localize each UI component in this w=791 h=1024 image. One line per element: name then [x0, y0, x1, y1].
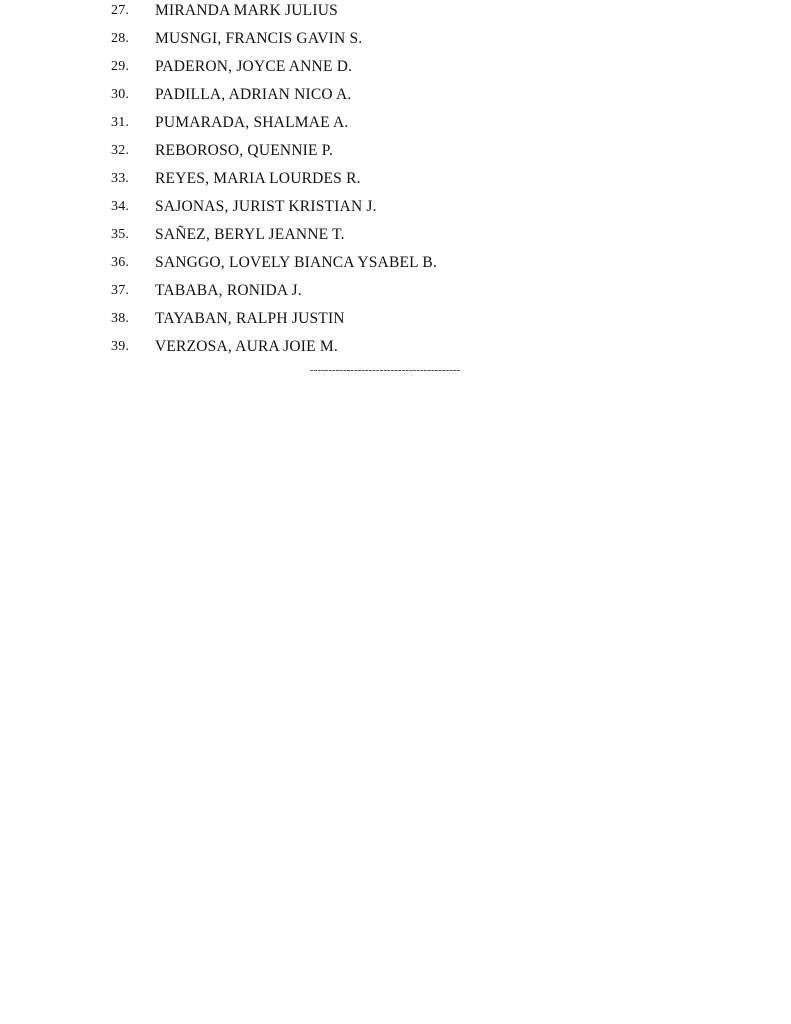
list-item	[0, 0, 791, 25]
end-of-list-divider: -----------------------------------------	[310, 364, 461, 376]
item-number: 27.	[111, 3, 130, 18]
list-item	[0, 109, 791, 137]
name-list	[0, 0, 791, 361]
item-name: PADILLA, ADRIAN NICO A.	[155, 86, 352, 103]
item-name: MIRANDA MARK JULIUS	[155, 2, 338, 19]
item-name: TAYABAN, RALPH JUSTIN	[155, 310, 345, 327]
list-item	[0, 277, 791, 305]
item-number: 31.	[111, 115, 130, 130]
item-number: 32.	[111, 143, 130, 158]
item-number: 34.	[111, 199, 130, 214]
item-number: 37.	[111, 283, 130, 298]
item-name: VERZOSA, AURA JOIE M.	[155, 338, 338, 355]
list-item	[0, 305, 791, 333]
item-name: MUSNGI, FRANCIS GAVIN S.	[155, 30, 363, 47]
list-item	[0, 249, 791, 277]
item-name: SAÑEZ, BERYL JEANNE T.	[155, 226, 345, 243]
item-name: PADERON, JOYCE ANNE D.	[155, 58, 353, 75]
list-item	[0, 137, 791, 165]
item-number: 36.	[111, 255, 130, 270]
item-name: SAJONAS, JURIST KRISTIAN J.	[155, 198, 377, 215]
item-number: 35.	[111, 227, 130, 242]
list-item	[0, 25, 791, 53]
item-number: 33.	[111, 171, 130, 186]
item-number: 38.	[111, 311, 130, 326]
item-number: 28.	[111, 31, 130, 46]
list-item	[0, 221, 791, 249]
list-item	[0, 193, 791, 221]
item-number: 30.	[111, 87, 130, 102]
item-number: 39.	[111, 339, 130, 354]
list-item	[0, 53, 791, 81]
item-name: REBOROSO, QUENNIE P.	[155, 142, 333, 159]
list-item	[0, 81, 791, 109]
item-name: TABABA, RONIDA J.	[155, 282, 302, 299]
list-item	[0, 333, 791, 361]
list-item	[0, 165, 791, 193]
item-name: REYES, MARIA LOURDES R.	[155, 170, 361, 187]
item-number: 29.	[111, 59, 130, 74]
item-name: SANGGO, LOVELY BIANCA YSABEL B.	[155, 254, 437, 271]
item-name: PUMARADA, SHALMAE A.	[155, 114, 349, 131]
